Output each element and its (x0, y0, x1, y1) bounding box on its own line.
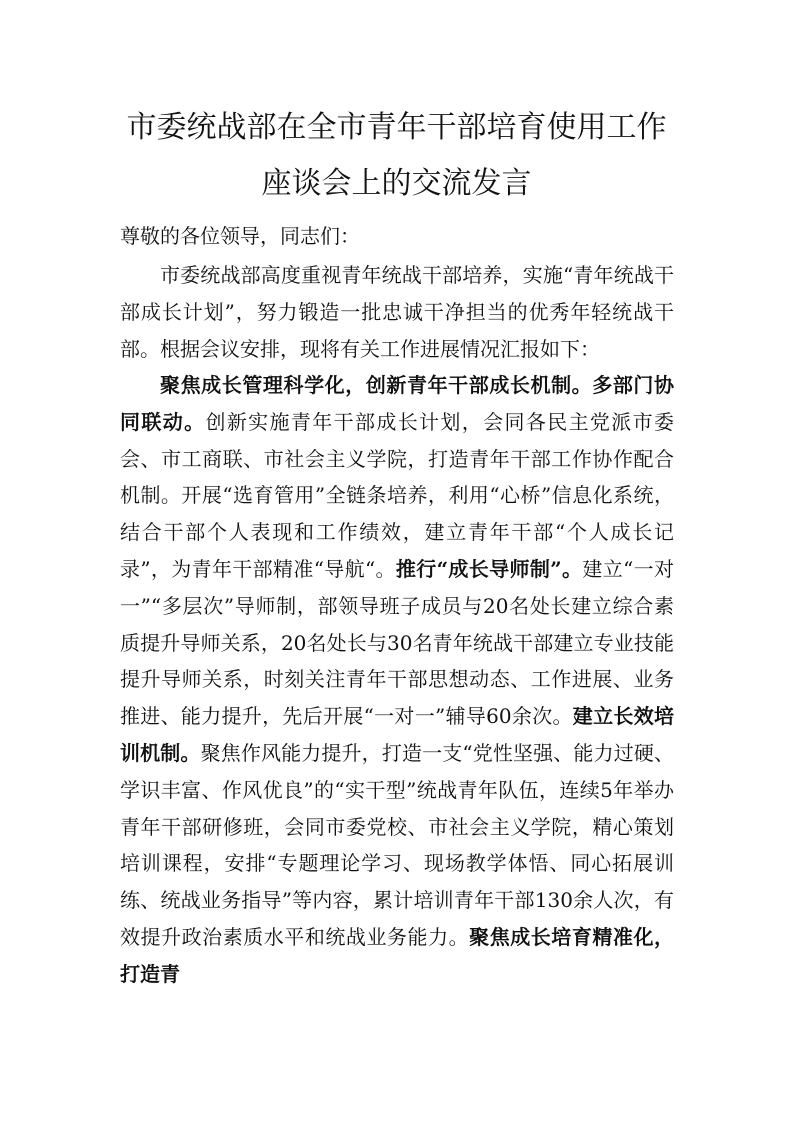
bold-heading-3: 建立长效培训机制。 (120, 704, 674, 765)
bold-heading-4: 聚焦成长培育精准化，打造青 (120, 924, 675, 986)
body-text-1: 创新实施青年干部成长计划，会同各民主党派市委会、市工商联、市社会主义学院，打造青年干部工作协作配合机制。开展“选育管用”全链条培养，利用“心桥”信息化系统，结合干部个人表现和工作绩效，建立青年干部“个人成长记录”，为青年干部精准“导航“。 (120, 409, 675, 581)
body-text-3: 聚焦作风能力提升，打造一支“党性坚强、能力过硬、学识丰富、作风优良”的“实干型”统战青年队伍，连续5年举办青年干部研修班，会同市委党校、市社会主义学院，精心策划培训课程，安排“专题理论学习、现场教学体悟、同心拓展训练、统战业务指导”等内容，累计培训青年干部130余人次，有效提升政治素质水平和统战业务能力。 (120, 740, 674, 949)
body-paragraph (120, 367, 674, 993)
document-title-line1: 市委统战部在全市青年干部培育使用工作 (126, 110, 667, 145)
salutation: 尊敬的各位领导，同志们： (120, 224, 360, 248)
bold-heading-1: 聚焦成长管理科学化，创新青年干部成长机制。多部门协同联动。 (120, 373, 674, 434)
body-text-2: 建立“一对一”“多层次”导师制，部领导班子成员与20名处长建立综合素质提升导师关系，20名处长与30名青年统战干部建立专业技能提升导师关系，时刻关注青年干部思想动态、工作进展、业务推进、能力提升，先后开展“一对一”辅导60余次。 (120, 556, 674, 729)
intro-paragraph: 市委统战部高度重视青年统战干部培养，实施“青年统战干部成长计划”，努力锻造一批忠诚干净担当的优秀年轻统战干部。根据会议安排，现将有关工作进展情况汇报如下： (120, 263, 674, 361)
bold-heading-2: 推行“成长导师制”。 (395, 556, 583, 581)
document-title-line2: 座谈会上的交流发言 (261, 166, 532, 201)
